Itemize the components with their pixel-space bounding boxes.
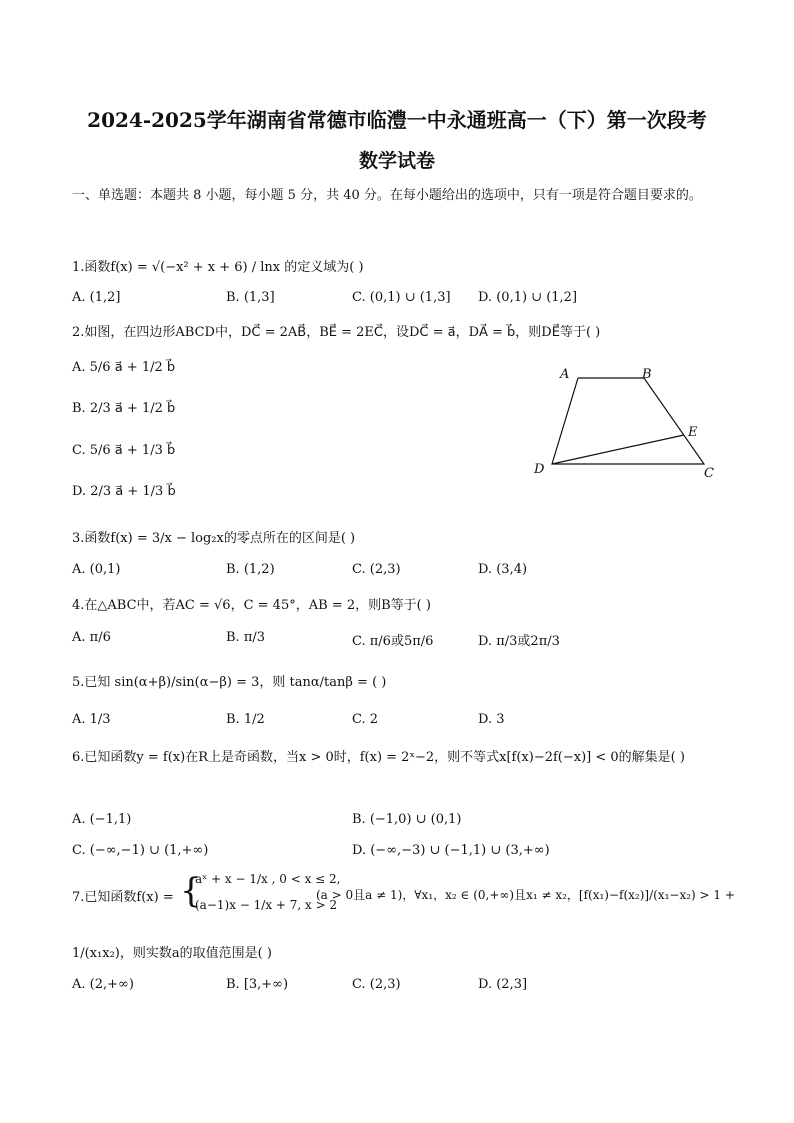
question-2-option-a: A. 5/6 a⃗ + 1/2 b⃗ [72, 360, 176, 375]
piecewise-brace: { [180, 871, 202, 911]
exam-title: 2024-2025学年湖南省常德市临澧一中永通班高一（下）第一次段考 [87, 108, 707, 132]
question-3-option-b: B. (1,2) [226, 562, 275, 577]
question-7-option-b: B. [3,+∞) [226, 977, 289, 992]
question-4-option-c: C. π/6或5π/6 [352, 634, 434, 649]
section-heading: 一、单选题：本题共 8 小题，每小题 5 分，共 40 分。在每小题给出的选项中，只有一项是符合题目要求的。 [72, 188, 702, 203]
question-1-option-a: A. (1,2] [72, 290, 121, 305]
question-3-option-a: A. (0,1) [72, 562, 121, 577]
question-4-option-b: B. π/3 [226, 630, 266, 645]
question-7-stem-prefix: 7.已知函数f(x) = [72, 890, 174, 905]
label-c: C [704, 466, 714, 481]
question-6-option-c: C. (−∞,−1) ∪ (1,+∞) [72, 843, 209, 858]
question-6-option-a: A. (−1,1) [72, 812, 132, 827]
question-7-stem-suffix: (a > 0且a ≠ 1)，∀x₁，x₂ ∈ (0,+∞)且x₁ ≠ x₂，[f(x₁)−f(x₂)]/(x₁−x₂) > 1 + [316, 888, 735, 902]
label-e: E [688, 425, 698, 440]
question-7-option-a: A. (2,+∞) [72, 977, 134, 992]
label-b: B [642, 367, 652, 382]
question-5-option-c: C. 2 [352, 712, 379, 727]
question-5-option-d: D. 3 [478, 712, 505, 727]
question-4-stem: 4.在△ABC中，若AC = √6，C = 45°，AB = 2，则B等于( ) [72, 598, 431, 613]
question-4-option-a: A. π/6 [72, 630, 111, 645]
label-a: A [560, 367, 570, 382]
segment-de [552, 435, 684, 464]
question-1-option-d: D. (0,1) ∪ (1,2] [478, 290, 578, 305]
question-1-stem: 1.函数f(x) = √(−x² + x + 6) / lnx 的定义域为( ) [72, 260, 364, 275]
question-7-piece-1: aˣ + x − 1/x , 0 < x ≤ 2, [195, 872, 341, 886]
quadrilateral-abcd [552, 378, 704, 464]
question-5-stem: 5.已知 sin(α+β)/sin(α−β) = 3，则 tanα/tanβ = ( ) [72, 675, 387, 690]
question-2-stem: 2.如图，在四边形ABCD中，DC⃗ = 2AB⃗，BE⃗ = 2EC⃗，设DC⃗ = a⃗，DA⃗ = b⃗，则DE⃗等于( ) [72, 325, 601, 340]
question-5-option-a: A. 1/3 [72, 712, 111, 727]
question-2-option-c: C. 5/6 a⃗ + 1/3 b⃗ [72, 443, 176, 458]
question-6-option-d: D. (−∞,−3) ∪ (−1,1) ∪ (3,+∞) [352, 843, 550, 858]
question-2-option-b: B. 2/3 a⃗ + 1/2 b⃗ [72, 401, 176, 416]
question-7-option-c: C. (2,3) [352, 977, 401, 992]
question-6-stem: 6.已知函数y = f(x)在R上是奇函数，当x > 0时，f(x) = 2ˣ−2，则不等式x[f(x)−2f(−x)] < 0的解集是( ) [72, 750, 685, 765]
question-3-option-d: D. (3,4) [478, 562, 528, 577]
question-7-stem-line-2: 1/(x₁x₂)，则实数a的取值范围是( ) [72, 946, 272, 961]
question-7-piece-2: (a−1)x − 1/x + 7, x > 2 [195, 898, 338, 912]
question-3-stem: 3.函数f(x) = 3/x − log₂x的零点所在的区间是( ) [72, 531, 356, 546]
question-1-option-b: B. (1,3] [226, 290, 275, 305]
exam-subtitle: 数学试卷 [358, 150, 435, 172]
question-3-option-c: C. (2,3) [352, 562, 401, 577]
question-7-option-d: D. (2,3] [478, 977, 528, 992]
question-6-option-b: B. (−1,0) ∪ (0,1) [352, 812, 462, 827]
question-5-option-b: B. 1/2 [226, 712, 265, 727]
label-d: D [534, 462, 545, 477]
question-4-option-d: D. π/3或2π/3 [478, 634, 560, 649]
question-1-option-c: C. (0,1) ∪ (1,3] [352, 290, 451, 305]
question-2-option-d: D. 2/3 a⃗ + 1/3 b⃗ [72, 484, 176, 499]
quadrilateral-figure [520, 360, 730, 490]
